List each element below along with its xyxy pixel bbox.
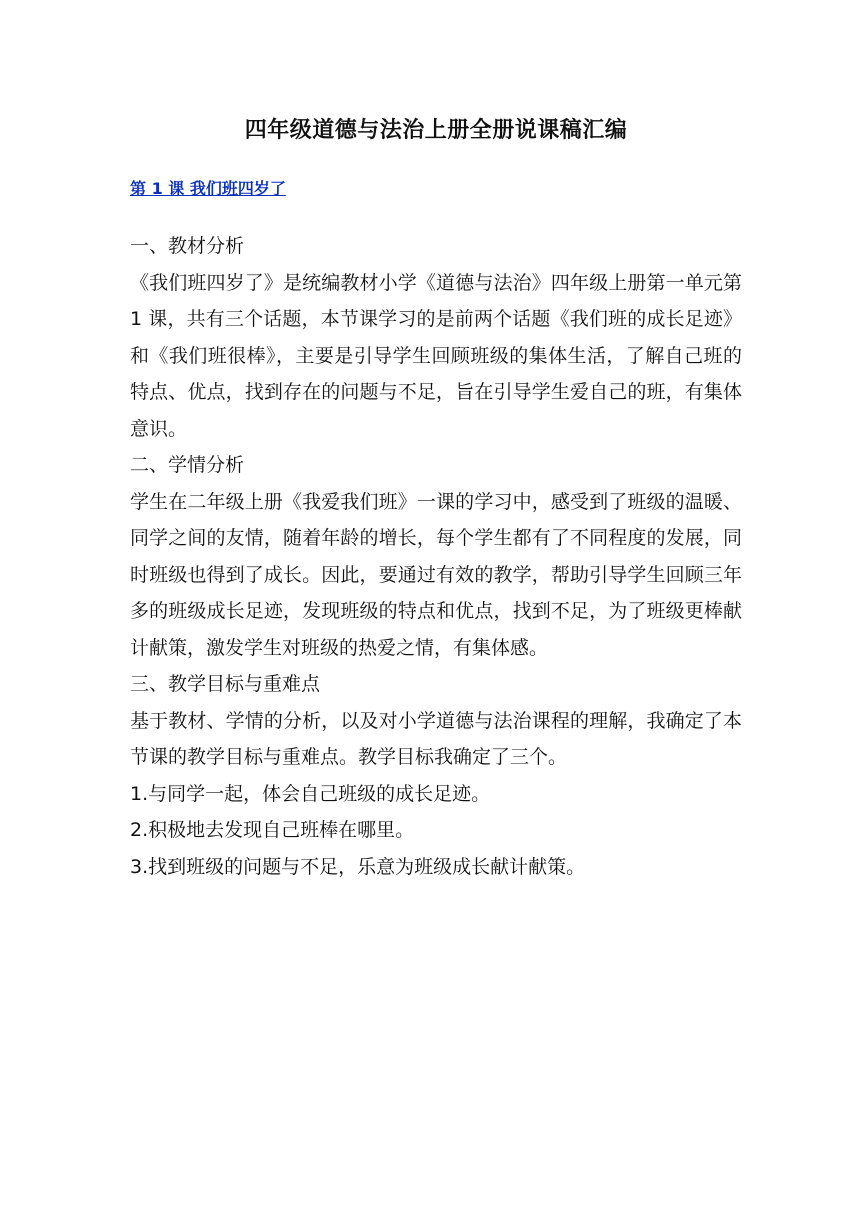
paragraph-student-analysis: 学生在二年级上册《我爱我们班》一课的学习中，感受到了班级的温暖、同学之间的友情，随着年龄的增长，每个学生都有了不同程度的发展，同时班级也得到了成长。因此，要通过有效的教学，帮助引导学生回顾三年多的班级成长足迹，发现班级的特点和优点，找到不足，为了班级更棒献计献策，激发学生对班级的热爱之情，有集体感。 [130,490,742,659]
list-item-goal-1: 1.与同学一起，体会自己班级的成长足迹。 [130,782,491,805]
paragraph-teaching-goals-intro: 基于教材、学情的分析，以及对小学道德与法治课程的理解，我确定了本节课的教学目标与重难点。教学目标我确定了三个。 [130,709,742,768]
document-body [130,228,742,885]
section-heading-student-analysis: 二、学情分析 [130,454,245,476]
list-item-goal-3: 3.找到班级的问题与不足，乐意为班级成长献计献策。 [130,855,586,878]
list-item-goal-2: 2.积极地去发现自己班棒在哪里。 [130,819,415,841]
lesson-1-link[interactable]: 第 1 课 我们班四岁了 [130,179,286,198]
document-title: 四年级道德与法治上册全册说课稿汇编 [244,118,628,143]
paragraph-textbook-analysis: 《我们班四岁了》是统编教材小学《道德与法治》四年级上册第一单元第 1 课，共有三个话题，本节课学习的是前两个话题《我们班的成长足迹》和《我们班很棒》，主要是引导学生回顾班级的集体生活，了解自己班的特点、优点，找到存在的问题与不足，旨在引导学生爱自己的班，有集体意识。 [130,271,742,440]
section-heading-teaching-goals: 三、教学目标与重难点 [130,673,321,695]
section-heading-textbook-analysis: 一、教材分析 [130,235,245,257]
